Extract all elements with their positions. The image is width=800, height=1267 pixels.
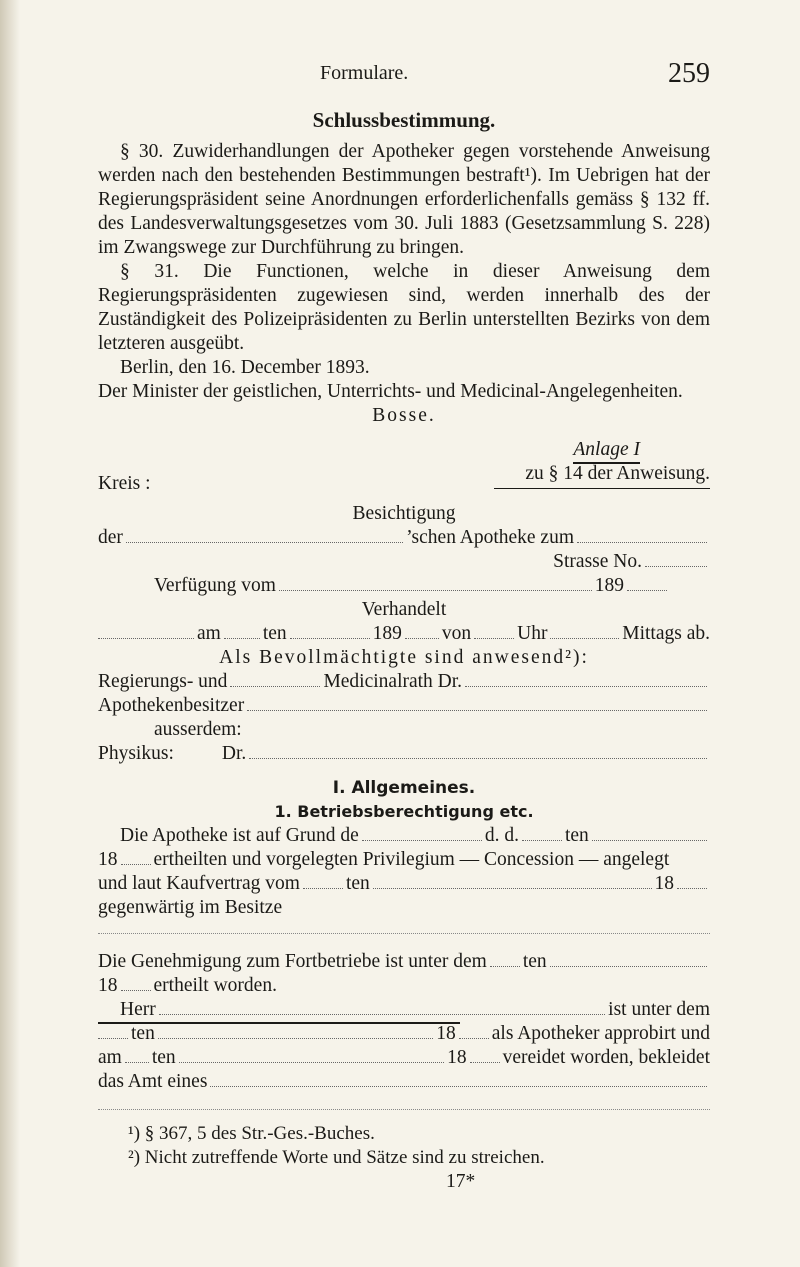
grund-field[interactable] [362,826,482,841]
minister-line: Der Minister der geistlichen, Unterrichts- und Medicinal-Angelegenheiten. [98,381,683,402]
ten-label-1: ten [564,825,589,846]
paragraph-30: § 30. Zuwiderhandlungen der Apotheker gegen vorstehende Anweisung werden nach den bestehenden Bestimmungen bestraft¹). Im Uebrigen hat der Regierungspräsident seine Anordnungen erforderlichenfalls gemäss § 132 ff. des Landesverwaltungsgesetzes vom 30. Juli 1883 (Gesetzsammlung S. 228) im Zwangswege zur Durchführung zu bringen. [98,141,710,258]
herr-label: Herr [120,999,156,1020]
year-18-label-5: 18 [447,1047,467,1068]
verfuegung-label: Verfügung vom [154,575,276,596]
strasse-field[interactable] [645,552,707,567]
genehmigung-year-field[interactable] [121,976,151,991]
ten-label-3: ten [522,951,547,972]
anlage-subtitle: zu § 14 der Anweisung. [525,463,710,484]
line-vereidet [98,1046,710,1070]
kaufvertrag-year-field[interactable] [677,874,707,889]
schen-apotheke-label: ’schen Apotheke zum [406,527,574,548]
besichtigung-label: Besichtigung [352,503,456,524]
year-18-label-4: 18 [436,1023,456,1044]
uhr-label: Uhr [517,623,548,644]
kaufvertrag-day-field[interactable] [303,874,343,889]
apotheke-name-field[interactable] [577,528,707,543]
ten-label: ten [262,623,287,644]
footnote-2: ²) Nicht zutreffende Worte und Sätze sind zu streichen. [128,1147,545,1168]
vereidet-text: vereidet worden, bekleidet [502,1047,710,1068]
name-field[interactable] [126,528,403,543]
blank-line-1[interactable] [98,932,710,934]
page-edge-shadow [0,0,20,1267]
signature: Bosse. [372,405,436,426]
page-content [98,108,710,1194]
termin-day-field[interactable] [224,624,260,639]
year-18-label-2: 18 [654,873,674,894]
approbirt-month-field[interactable] [158,1024,433,1039]
line-grund [98,824,710,848]
herr-name-field[interactable] [159,1000,605,1015]
form-line-verfuegung [98,574,710,598]
bevollmaechtigte-label: Als Bevollmächtigte sind anwesend²): [219,647,589,668]
year-18-label: 18 [98,849,118,870]
medicinalrath-label: Medicinalrath Dr. [323,671,463,692]
running-title: Formulare. [320,62,409,84]
verfuegung-year-field[interactable] [627,576,667,591]
apothekenbesitzer-label: Apothekenbesitzer [98,695,245,716]
amt-field[interactable] [210,1072,707,1087]
mittags-label: Mittags ab. [622,623,710,644]
der-label: der [98,527,123,548]
form-line-regierung [98,670,710,694]
line-herr [98,998,710,1022]
strasse-label: Strasse No. [553,551,642,572]
am-label: am [197,623,221,644]
form-line-strasse [98,550,710,574]
paragraph-31: § 31. Die Functionen, welche in dieser Anweisung dem Regierungspräsidenten zugewiesen sind, werden innerhalb des der Zuständigkeit des Polizeipräsidenten zu Berlin unterstellten Bezirks von dem letzteren ausgeübt. [98,261,710,354]
apothekenbesitzer-field[interactable] [247,696,707,711]
termin-place-field[interactable] [98,624,194,639]
privilegium-text: ertheilten und vorgelegten Privilegium — Concession — angelegt [153,849,670,870]
section-heading-allgemeines: I. Allgemeines. [332,778,476,798]
dr-label: Dr. [221,743,247,764]
page-number: 259 [668,58,710,89]
am-label-2: am [98,1047,122,1068]
year-189-b: 189 [372,623,402,644]
subheading-betriebsberechtigung: 1. Betriebsberechtigung etc. [274,802,534,821]
ertheilt-text: ertheilt worden. [153,975,277,996]
ten-label-2: ten [345,873,370,894]
kreis-label: Kreis : [98,473,151,494]
termin-year-field[interactable] [405,624,439,639]
footnotes [98,1122,710,1170]
kaufvertrag-label: und laut Kaufvertrag vom [98,873,300,894]
line-amt [98,1070,710,1094]
blank-line-2[interactable] [98,1108,710,1110]
regierungsrath-field[interactable] [230,672,320,687]
genehmigung-text: Die Genehmigung zum Fortbetriebe ist unter dem [98,951,487,972]
verfuegung-date-field[interactable] [279,576,592,591]
ten-label-4: ten [131,1023,155,1044]
form-line-apotheke [98,526,710,550]
ausserdem-label: ausserdem: [154,719,242,740]
form-line-besitzer [98,694,710,718]
ten-field-1[interactable] [592,826,707,841]
termin-time-field[interactable] [550,624,619,639]
form-line-physikus [98,742,710,766]
dd-field[interactable] [522,826,562,841]
grund-label: Die Apotheke ist auf Grund de [120,825,359,846]
physikus-label: Physikus: [98,743,174,764]
kaufvertrag-month-field[interactable] [373,874,652,889]
genehmigung-day-field[interactable] [490,952,520,967]
ist-unter-text: ist unter dem [608,999,710,1020]
line-kaufvertrag [98,872,710,896]
anlage-header [98,438,710,496]
anlage-title: Anlage I [573,438,640,464]
physikus-name-field[interactable] [249,744,707,759]
vereidet-day-field[interactable] [125,1048,149,1063]
von-label: von [441,623,472,644]
running-header [320,50,710,90]
line-genehmigung [98,950,710,974]
year-18-field[interactable] [121,850,151,865]
footnote-1: ¹) § 367, 5 des Str.-Ges.-Buches. [128,1123,375,1144]
section-heading-schlussbestimmung: Schlussbestimmung. [312,108,496,132]
form-line-termin [98,622,710,646]
approbirt-year-field[interactable] [459,1024,489,1039]
dd-label: d. d. [484,825,519,846]
line-ertheilt [98,974,710,998]
termin-month-field[interactable] [290,624,370,639]
approbirt-day-field[interactable] [98,1024,128,1039]
year-18-label-3: 18 [98,975,118,996]
line-privilegium [98,848,710,872]
termin-hour-field[interactable] [474,624,514,639]
vereidet-year-field[interactable] [470,1048,500,1063]
line-approbirt-text [98,1022,710,1046]
date-line: Berlin, den 16. December 1893. [120,357,370,378]
verhandelt-label: Verhandelt [361,599,447,620]
year-189: 189 [594,575,624,596]
ten-label-5: ten [151,1047,176,1068]
signature-mark: 17* [446,1171,476,1192]
als-apotheker-text: als Apotheker approbirt und [491,1023,710,1044]
medicinalrath-name-field[interactable] [465,672,707,687]
regierungs-label: Regierungs- und [98,671,228,692]
amt-label: das Amt eines [98,1071,208,1092]
vereidet-month-field[interactable] [179,1048,444,1063]
genehmigung-month-field[interactable] [550,952,707,967]
besitze-text: gegenwärtig im Besitze [98,897,283,918]
anlage-rule [494,488,710,489]
